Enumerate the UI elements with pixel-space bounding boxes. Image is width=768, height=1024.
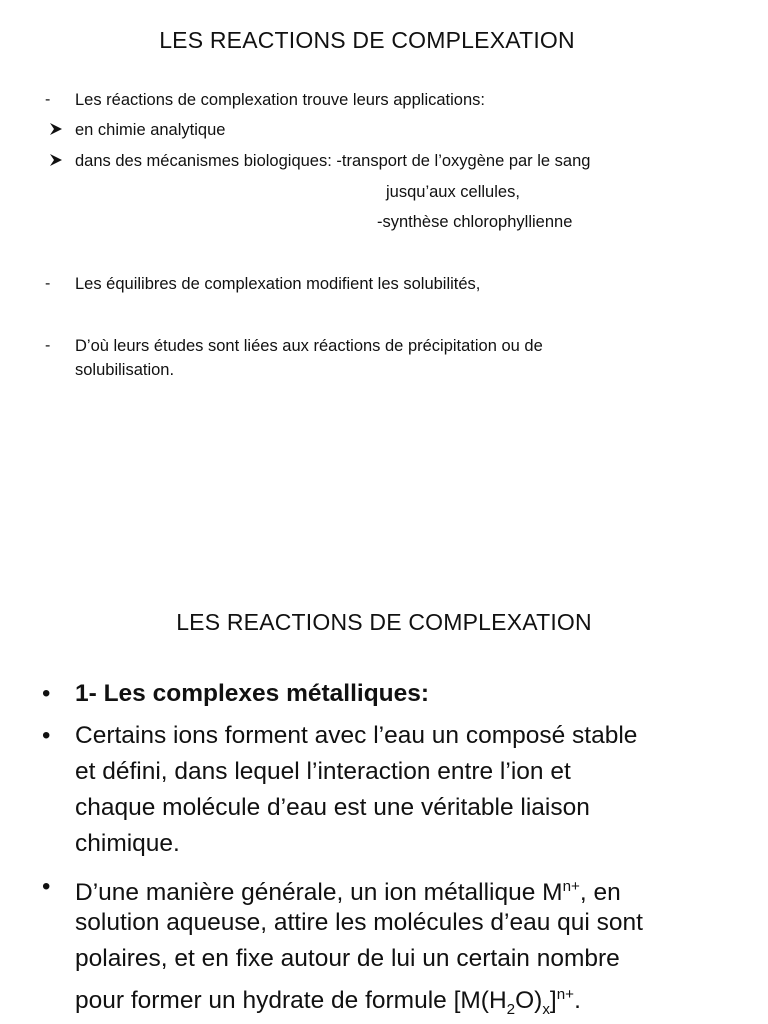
- paragraph-ions-line-1: Certains ions forment avec l’eau un composé stable: [75, 722, 638, 749]
- bullet-marker: •: [42, 722, 51, 749]
- paragraph-general-line-2: solution aqueuse, attire les molécules d’eau qui sont: [75, 909, 643, 936]
- slide-2-title: LES REACTIONS DE COMPLEXATION: [176, 609, 592, 635]
- paragraph-ions-line-2: et défini, dans lequel l’interaction entre l’ion et: [75, 758, 571, 785]
- bullet-marker: •: [42, 680, 51, 707]
- paragraph-ions-line-3: chaque molécule d’eau est une véritable liaison: [75, 794, 590, 821]
- paragraph-general-line-4: pour former un hydrate de formule $[M(H_2O)_x]^{n+}$.: [75, 986, 581, 1019]
- line-mecanismes-biologiques: dans des mécanismes biologiques: -transport de l’oxygène par le sang: [75, 152, 591, 170]
- paragraph-ions-line-4: chimique.: [75, 830, 180, 857]
- paragraph-general-line-3: polaires, et en fixe autour de lui un certain nombre: [75, 945, 620, 972]
- line-chimie-analytique: en chimie analytique: [75, 121, 226, 139]
- paragraph-general-line-1: D’une manière générale, un ion métallique $M^{n+}$, en: [75, 878, 621, 907]
- slide-2: [0, 512, 768, 1024]
- slide-1-title: LES REACTIONS DE COMPLEXATION: [159, 27, 575, 53]
- line-synthese-chlorophyllienne: -synthèse chlorophyllienne: [377, 213, 573, 231]
- heading-complexes-metalliques: 1- Les complexes métalliques:: [75, 680, 430, 707]
- dash-marker: -: [45, 275, 51, 292]
- line-equilibres: Les équilibres de complexation modifient les solubilités,: [75, 275, 481, 293]
- line-solubilisation: solubilisation.: [75, 361, 175, 379]
- dash-marker: -: [45, 337, 51, 354]
- dash-marker: -: [45, 91, 51, 108]
- arrow-bullet-icon: [49, 153, 63, 167]
- arrow-bullet-icon: [49, 122, 63, 136]
- bullet-marker: •: [42, 873, 51, 900]
- line-jusquaux-cellules: jusqu’aux cellules,: [386, 183, 520, 201]
- line-dou-leurs-etudes: D’où leurs études sont liées aux réactions de précipitation ou de: [75, 337, 543, 355]
- line-applications: Les réactions de complexation trouve leurs applications:: [75, 91, 485, 109]
